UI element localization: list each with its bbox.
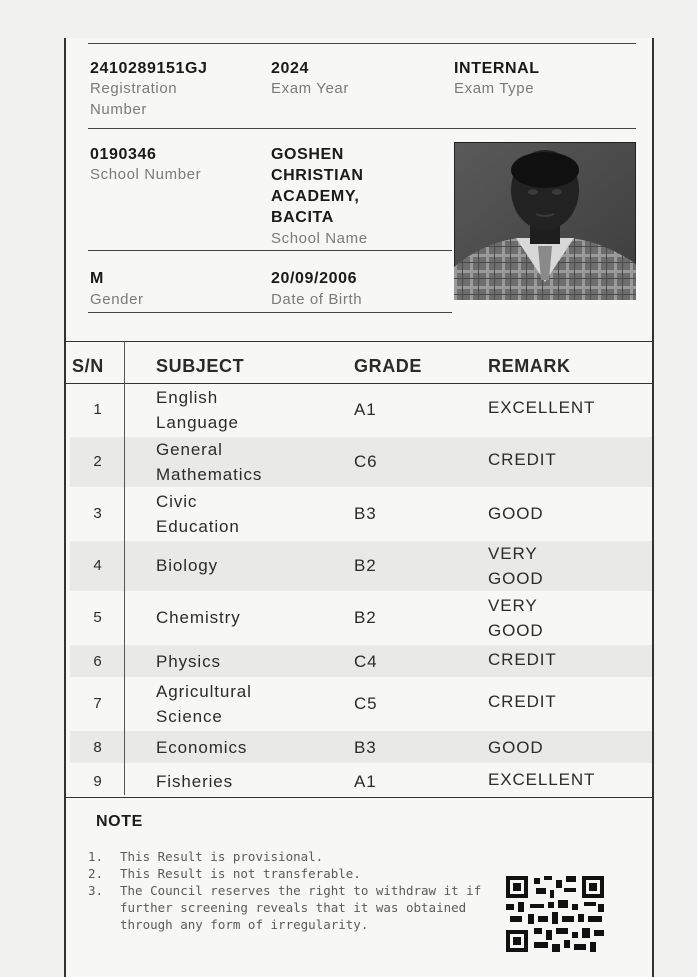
gender: M <box>90 270 104 287</box>
table-top-border <box>66 341 652 342</box>
note-title: NOTE <box>96 813 143 830</box>
school-number-label: School Number <box>90 166 202 183</box>
exam-type-label: Exam Type <box>454 80 535 97</box>
date-of-birth: 20/09/2006 <box>271 270 358 287</box>
divider <box>88 250 452 251</box>
note-item: 3. The Council reserves the right to withdraw it if further screening reveals that it was obtained through any form of irregularity. <box>88 883 482 932</box>
divider <box>88 128 636 129</box>
table-row: 6 Physics C4 CREDIT <box>70 645 652 677</box>
registration-number: 2410289151GJ <box>90 60 208 77</box>
table-row: 4 Biology B2 VERY GOOD <box>70 541 652 591</box>
table-row: 9 Fisheries A1 EXCELLENT <box>93 770 596 791</box>
registration-label: Registration Number <box>90 80 178 118</box>
table-row: 2 General Mathematics C6 CREDIT <box>70 437 652 487</box>
header-grade: GRADE <box>354 356 423 376</box>
table-row: 1 English Language A1 EXCELLENT <box>93 388 596 432</box>
table-column-divider <box>124 341 125 795</box>
school-number: 0190346 <box>90 146 157 163</box>
result-card <box>64 38 654 977</box>
table-row: 7 Agricultural Science C5 CREDIT <box>93 682 557 726</box>
table-bottom-border <box>66 797 652 798</box>
header-remark: REMARK <box>488 356 571 376</box>
divider <box>88 43 636 44</box>
note-item: 2. This Result is not transferable. <box>88 866 361 881</box>
exam-year-label: Exam Year <box>271 80 349 97</box>
school-name-label: School Name <box>271 230 368 247</box>
header-divider <box>66 383 652 384</box>
note-item: 1. This Result is provisional. <box>88 849 324 864</box>
school-name: GOSHEN CHRISTIAN ACADEMY, BACITA <box>271 146 364 226</box>
qr-code-icon <box>506 876 604 952</box>
table-row: 8 Economics B3 GOOD <box>70 731 652 763</box>
header-subject: SUBJECT <box>156 356 245 376</box>
exam-type: INTERNAL <box>454 60 540 77</box>
student-photo <box>454 142 636 300</box>
divider <box>88 312 452 313</box>
header-sn: S/N <box>72 356 104 376</box>
table-row: 3 Civic Education B3 GOOD <box>93 492 544 536</box>
date-of-birth-label: Date of Birth <box>271 291 363 308</box>
gender-label: Gender <box>90 291 144 308</box>
note-list <box>88 848 498 933</box>
exam-year: 2024 <box>271 60 309 77</box>
table-row: 5 Chemistry B2 VERY GOOD <box>93 596 544 640</box>
